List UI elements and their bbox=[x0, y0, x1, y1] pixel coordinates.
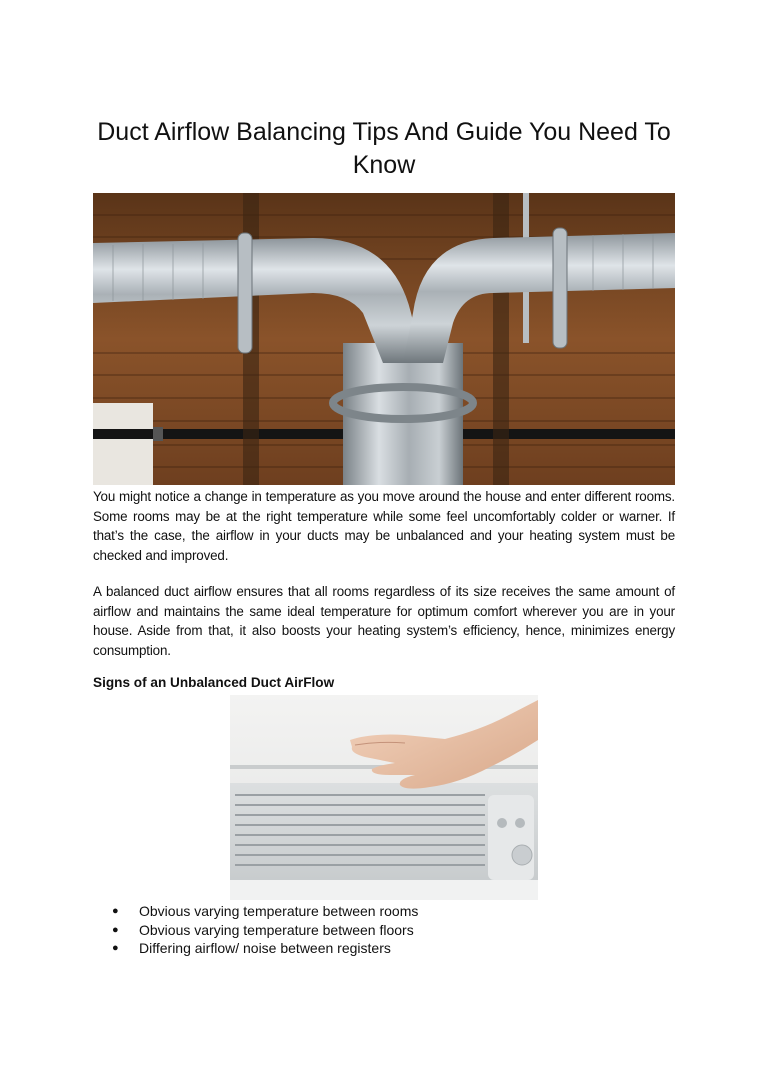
balanced-airflow-paragraph: A balanced duct airflow ensures that all rooms regardless of its size receives the same amount of airflow and maintains the same ideal temperature for optimum comfort wherever you are in your house. Aside from that, it also boosts your heating system’s efficiency, hence, minimizes energy consumption. bbox=[93, 584, 675, 658]
list-item-text: Differing airflow/ noise between registers bbox=[139, 940, 391, 956]
page-title: Duct Airflow Balancing Tips And Guide You Need To Know bbox=[97, 118, 671, 179]
bullet-icon: ● bbox=[112, 923, 119, 936]
list-item bbox=[112, 939, 418, 958]
bullet-icon: ● bbox=[112, 905, 119, 917]
intro-paragraph: You might notice a change in temperature as you move around the house and enter different rooms. Some rooms may be at the right temperature while some feel uncomfortably colder or warner. If that’s the case, the airflow in your ducts may be unbalanced and your heating system must be checked and improved. bbox=[93, 489, 675, 563]
signs-list bbox=[112, 902, 418, 958]
hand-over-vent-photo bbox=[230, 695, 538, 900]
bullet-icon: ● bbox=[112, 942, 119, 954]
section-heading: Signs of an Unbalanced Duct AirFlow bbox=[93, 675, 335, 690]
list-item bbox=[112, 902, 418, 921]
list-item-text: Obvious varying temperature between floors bbox=[139, 921, 414, 938]
duct-photo bbox=[93, 193, 675, 485]
list-item bbox=[112, 921, 418, 940]
list-item-text: Obvious varying temperature between rooms bbox=[139, 903, 419, 919]
